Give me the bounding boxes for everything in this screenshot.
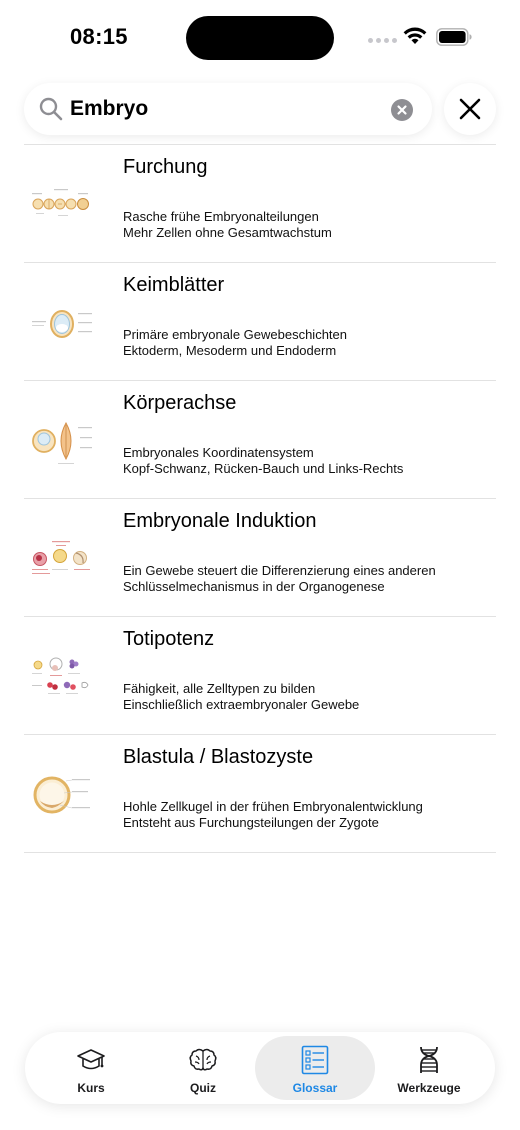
status-time: 08:15 xyxy=(70,24,128,49)
list-item[interactable] xyxy=(24,381,496,499)
blastocyst-illustration xyxy=(28,763,100,825)
wifi-icon xyxy=(402,26,428,46)
item-description: Rasche frühe Embryonalteilungen xyxy=(123,209,319,224)
search-icon xyxy=(38,96,64,122)
list-item[interactable] xyxy=(24,735,496,853)
dna-icon xyxy=(414,1045,444,1075)
tab-quiz[interactable] xyxy=(143,1036,263,1100)
item-description: Fähigkeit, alle Zelltypen zu bilden xyxy=(123,681,316,696)
list-item[interactable] xyxy=(24,617,496,735)
tab-kurs[interactable] xyxy=(31,1036,151,1100)
item-description: Schlüsselmechanismus in der Organogenese xyxy=(123,579,385,594)
item-title: Embryonale Induktion xyxy=(123,510,317,532)
germ-layers-illustration xyxy=(28,291,100,353)
status-bar xyxy=(0,0,520,76)
item-description: Entsteht aus Furchungsteilungen der Zygote xyxy=(123,815,379,830)
list-item[interactable] xyxy=(24,145,496,263)
item-title: Blastula / Blastozyste xyxy=(123,746,314,768)
list-item[interactable] xyxy=(24,263,496,381)
cellular-signal-icon xyxy=(368,38,397,43)
item-description: Ektoderm, Mesoderm und Endoderm xyxy=(123,343,337,358)
close-icon xyxy=(444,83,496,135)
body-axis-illustration xyxy=(28,409,100,471)
clear-search-button[interactable] xyxy=(391,99,413,121)
tab-label: Werkzeuge xyxy=(397,1081,461,1095)
item-title: Totipotenz xyxy=(123,628,215,650)
item-title: Keimblätter xyxy=(123,274,225,296)
search-input[interactable] xyxy=(70,91,370,127)
list-item[interactable] xyxy=(24,499,496,617)
list-icon xyxy=(300,1045,330,1075)
item-description: Ein Gewebe steuert die Differenzierung eines anderen xyxy=(123,563,436,578)
item-title: Furchung xyxy=(123,156,208,178)
tab-werkzeuge[interactable] xyxy=(369,1036,489,1100)
tab-bar xyxy=(25,1032,495,1104)
close-search-button[interactable] xyxy=(444,83,496,135)
induction-illustration xyxy=(28,527,100,589)
tab-glossar[interactable] xyxy=(255,1036,375,1100)
search-bar[interactable] xyxy=(24,83,432,135)
tab-label: Glossar xyxy=(292,1081,338,1095)
item-title: Körperachse xyxy=(123,392,237,414)
totipotency-illustration xyxy=(28,645,100,707)
cleavage-illustration xyxy=(28,173,100,235)
clear-icon xyxy=(391,99,413,121)
battery-icon xyxy=(436,28,472,46)
item-description: Primäre embryonale Gewebeschichten xyxy=(123,327,347,342)
item-description: Kopf-Schwanz, Rücken-Bauch und Links-Rechts xyxy=(123,461,404,476)
results-list xyxy=(24,144,496,853)
item-description: Einschließlich extraembryonaler Gewebe xyxy=(123,697,360,712)
brain-icon xyxy=(188,1045,218,1075)
graduation-cap-icon xyxy=(76,1045,106,1075)
tab-label: Kurs xyxy=(77,1081,105,1095)
dynamic-island xyxy=(186,16,334,60)
item-description: Hohle Zellkugel in der frühen Embryonalentwicklung xyxy=(123,799,423,814)
tab-label: Quiz xyxy=(190,1081,216,1095)
item-description: Mehr Zellen ohne Gesamtwachstum xyxy=(123,225,332,240)
item-description: Embryonales Koordinatensystem xyxy=(123,445,314,460)
